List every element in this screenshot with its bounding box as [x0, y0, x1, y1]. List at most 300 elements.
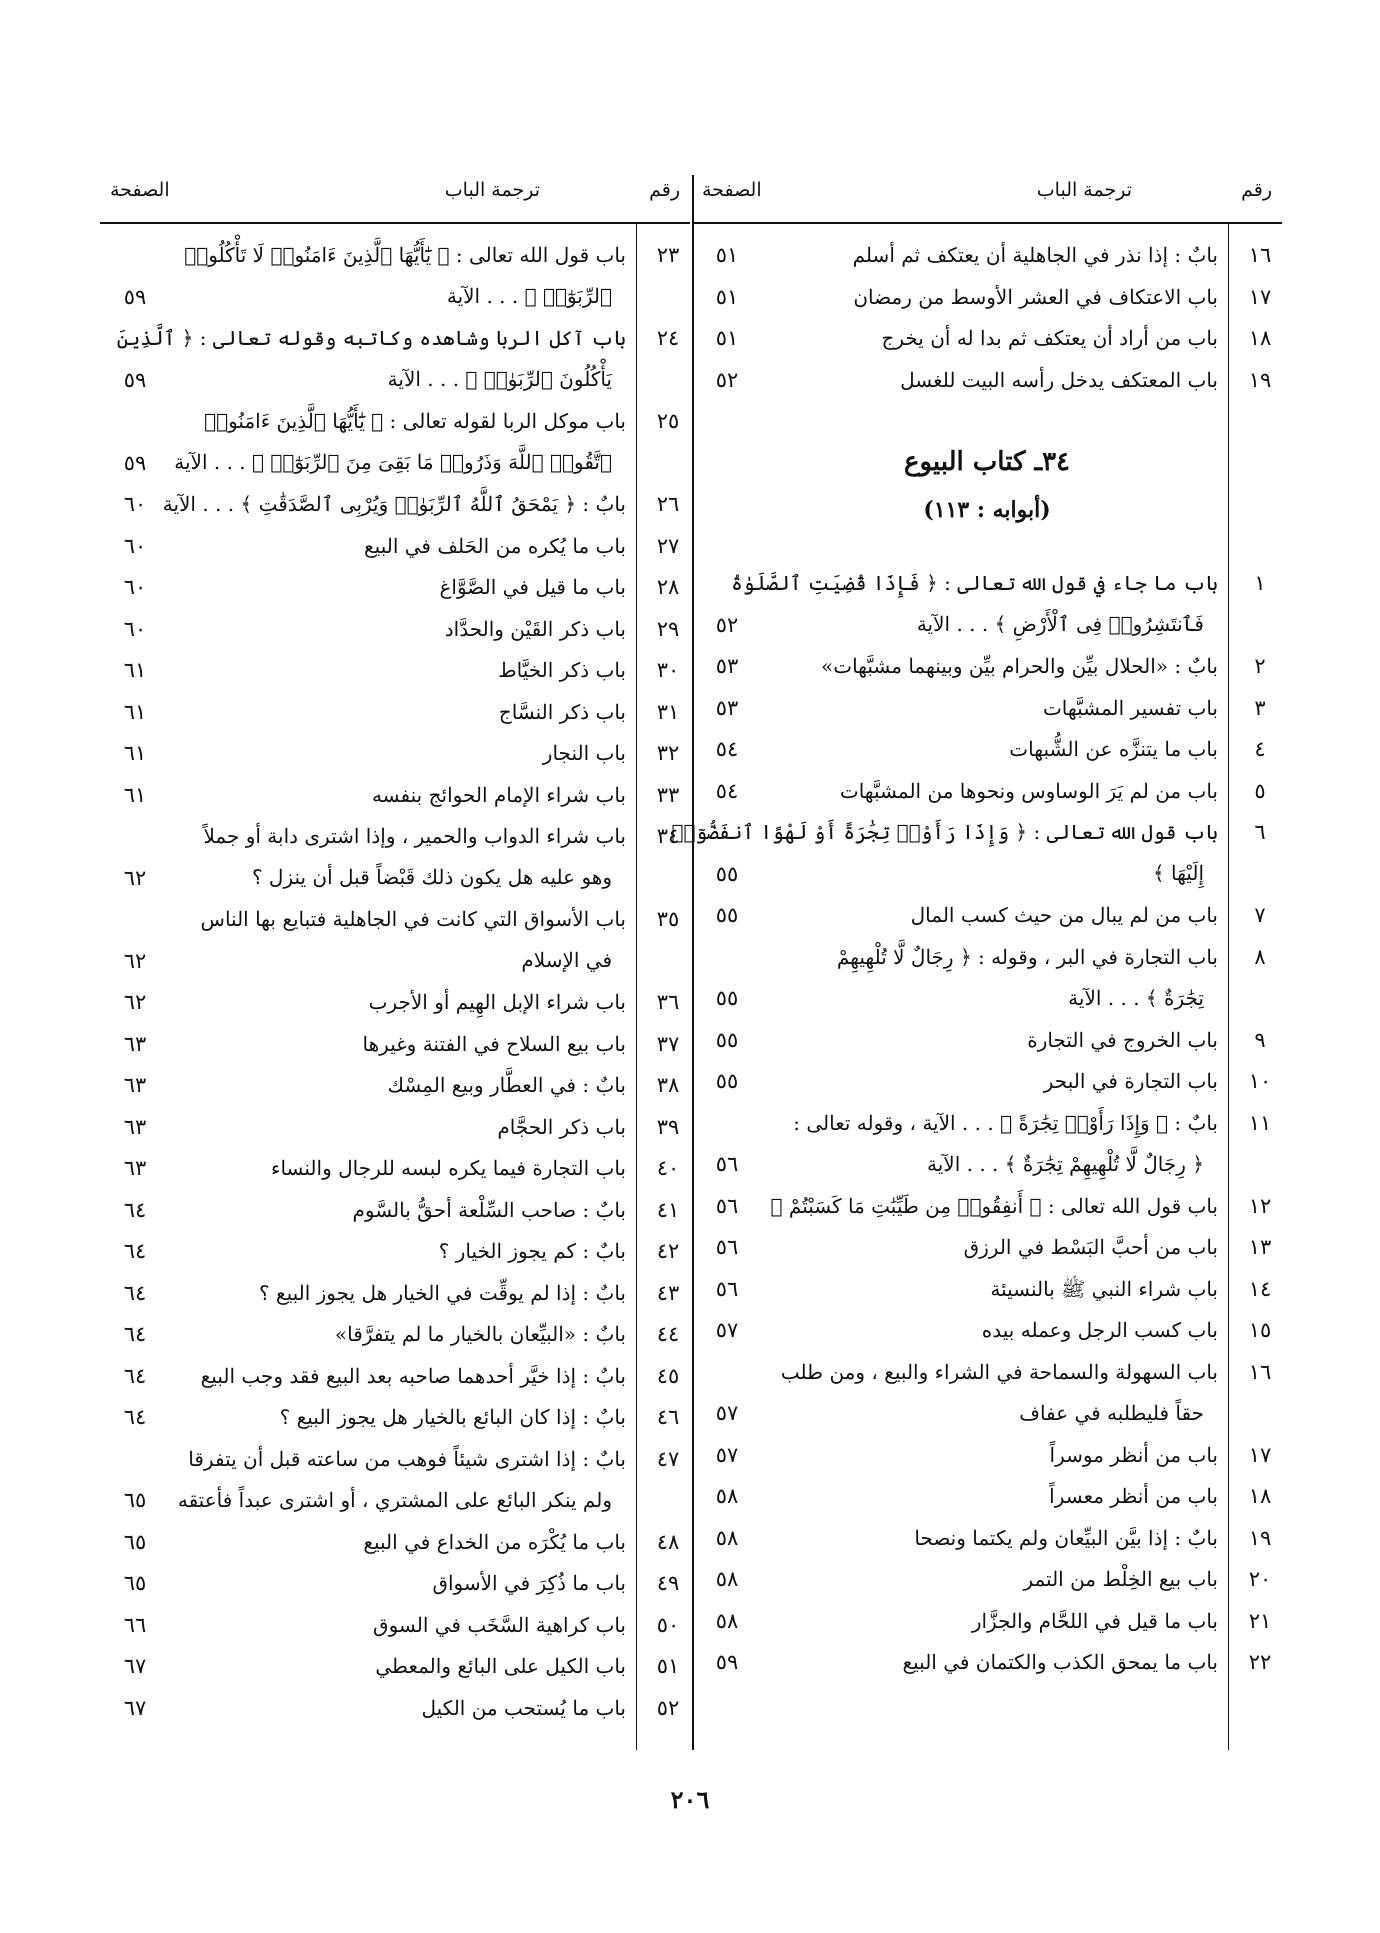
entry-page: ٦٧	[123, 1695, 147, 1720]
entry-title-line: باب الأسواق التي كانت في الجاهلية فتبايع بها الناس	[200, 907, 626, 931]
entry-title	[964, 1227, 1218, 1268]
index-entry	[692, 1310, 1282, 1352]
entry-title	[204, 816, 627, 898]
entry-page: ٥٨	[715, 1567, 739, 1591]
entry-title	[178, 1439, 626, 1521]
entry-title-line: بابٌ : إذا كان البائع بالخيار هل يجوز البيع ؟	[279, 1405, 626, 1429]
entry-title	[853, 277, 1218, 318]
entry-number: ٤٠	[656, 1156, 680, 1180]
index-entry	[100, 982, 690, 1024]
entry-number: ٣٣	[656, 782, 680, 807]
entry-title-line: باب الكيل على البائع والمعطي	[375, 1654, 626, 1678]
entry-number: ٤٩	[656, 1571, 680, 1595]
entry-page: ٦٥	[123, 1571, 147, 1595]
entry-title-line: باب موكل الربا لقوله تعالى : ﴿ يَٰٓأَيُّهَا ٱلَّذِينَ ءَامَنُوا۟	[204, 409, 626, 433]
entry-page: ٦٢	[123, 865, 147, 890]
entry-page: ٦٢	[123, 990, 147, 1014]
entry-title	[497, 1107, 626, 1148]
index-entry	[692, 318, 1282, 360]
entry-title-line: باب بيع الخِلْط من التمر	[1023, 1567, 1218, 1591]
index-entry	[100, 1356, 690, 1398]
entry-title	[421, 1688, 626, 1729]
entry-title-line: تِجَٰرَةٌ ﴾ . . . الآية	[1068, 985, 1204, 1010]
entry-title-line: بابٌ : صاحب السِّلْعة أحقُّ بالسَّوم	[352, 1197, 626, 1222]
header-chapter-title: ترجمة الباب	[1036, 179, 1132, 201]
entry-title-line: باب ذكر الخيَّاط	[498, 658, 626, 682]
entry-page: ٥٣	[715, 695, 739, 720]
entry-page: ٦٢	[123, 948, 147, 973]
entry-title	[335, 1314, 626, 1355]
entry-page: ٥٧	[715, 1318, 739, 1342]
entry-page: ٥٤	[715, 737, 739, 761]
right-number-rule	[1228, 222, 1229, 1750]
entry-title	[881, 318, 1218, 359]
entry-title-line: باب ما يُستحب من الكيل	[421, 1695, 626, 1720]
page-folio: ٢٠٦	[670, 1785, 710, 1814]
header-chapter-title: ترجمة الباب	[444, 179, 540, 201]
entry-title-line: باب ما يُكره من الحَلف في البيع	[364, 533, 626, 558]
entry-title	[972, 1601, 1218, 1642]
entry-title-line: يَأْكُلُونَ ٱلرِّبَوٰا۟ ﴾ . . . الآية	[387, 367, 612, 391]
index-entry	[100, 1605, 690, 1647]
entry-page: ٥٦	[715, 1235, 739, 1259]
index-entry	[100, 1107, 690, 1149]
entry-number: ٢٨	[656, 575, 680, 599]
entry-page: ٦٣	[123, 1156, 147, 1180]
entry-number: ٦	[1254, 820, 1266, 844]
entry-page: ٥٦	[715, 1152, 739, 1176]
entry-number: ٢٥	[656, 409, 680, 433]
entry-page: ٥٨	[715, 1608, 739, 1633]
entry-title-line: باب ما يتنزَّه عن الشُّبهات	[1009, 737, 1218, 761]
entry-number: ١٤	[1248, 1276, 1272, 1301]
entry-number: ٧	[1254, 903, 1266, 927]
entry-title-line: باب ذكر القَيْن والحدَّاد	[444, 616, 626, 641]
index-entry	[100, 1273, 690, 1315]
entry-title	[375, 1646, 626, 1687]
index-entry	[100, 484, 690, 526]
index-entry	[671, 812, 1282, 895]
index-entry	[100, 650, 690, 692]
entry-title-line: بابٌ : ﴿ يَمْحَقُ ٱللَّهُ ٱلرِّبَوٰا۟ وَيُرْبِى ٱلصَّدَقَٰتِ ﴾ . . . الآية	[162, 492, 626, 516]
index-entry	[692, 1476, 1282, 1518]
index-entry	[100, 1231, 690, 1273]
entry-page: ٥٢	[715, 367, 739, 392]
entry-title-line: بابٌ : «الحلال بيِّن والحرام بيِّن وبينهما مشبَّهات»	[821, 654, 1218, 678]
entry-title-line: بابٌ : ﴿ وَإِذَا رَأَوْا۟ تِجَٰرَةً ﴾ . . . الآية ، وقوله تعالى :	[793, 1110, 1218, 1135]
entry-title	[1044, 1061, 1218, 1102]
entry-number: ١٧	[1248, 1442, 1272, 1467]
entry-title	[373, 1605, 626, 1646]
index-entry	[100, 899, 690, 982]
index-entry	[100, 1646, 690, 1688]
entry-title	[363, 1522, 626, 1563]
entry-title	[201, 1356, 626, 1397]
entry-page: ٦٤	[123, 1405, 147, 1429]
entry-page: ٥١	[715, 243, 739, 267]
header-number: رقم	[649, 179, 680, 201]
entry-number: ٤	[1254, 737, 1266, 761]
entry-title-line: باب كراهية السَّخَب في السوق	[373, 1612, 626, 1637]
entry-title-line: باب شراء النبي ﷺ بالنسيئة	[990, 1276, 1218, 1301]
entry-number: ٨	[1254, 944, 1266, 969]
index-entry	[100, 609, 690, 651]
entry-title-line: إِلَيْهَا ﴾	[1152, 861, 1204, 885]
entry-number: ١٥	[1248, 1318, 1272, 1342]
entry-title	[259, 1273, 626, 1314]
entry-title	[840, 771, 1218, 812]
entry-page: ٦٣	[123, 1114, 147, 1139]
index-entry	[692, 1061, 1282, 1103]
entry-page: ٦٠	[123, 575, 147, 599]
index-entry	[100, 401, 690, 484]
index-entry	[692, 1227, 1282, 1269]
entry-number: ٤٧	[656, 1446, 680, 1471]
entry-title-line: باب كسب الرجل وعمله بيده	[981, 1318, 1218, 1342]
entry-title-line: باب السهولة والسماحة في الشراء والبيع ، ومن طلب	[780, 1359, 1218, 1384]
entry-title-line: باب ذكر النسَّاج	[498, 699, 626, 724]
entry-title-line: باب ما يمحق الكذب والكتمان في البيع	[902, 1650, 1218, 1674]
entry-title-line: باب تفسير المشبَّهات	[1042, 695, 1218, 720]
index-entry	[692, 277, 1282, 319]
entry-title	[364, 526, 626, 567]
entry-title	[499, 692, 626, 733]
entry-title	[498, 650, 626, 691]
entry-title	[353, 1190, 627, 1231]
index-entry	[100, 692, 690, 734]
left-rows	[100, 235, 690, 1729]
entry-number: ١	[1254, 571, 1266, 595]
entry-page: ٥٦	[715, 1276, 739, 1301]
entry-number: ١٩	[1248, 367, 1272, 392]
entry-number: ١٦	[1248, 243, 1272, 267]
header-page: الصفحة	[702, 179, 762, 201]
entry-page: ٦٧	[123, 1654, 147, 1678]
entry-page: ٥٥	[715, 861, 739, 886]
index-entry	[692, 1435, 1282, 1477]
entry-title-line: باب قول الله تعالى : ﴿ أَنفِقُوا۟ مِن طَيِّبَٰتِ مَا كَسَبْتُمْ ﴾	[770, 1193, 1218, 1218]
entry-page: ٦٠	[123, 533, 147, 558]
entry-number: ٢٧	[656, 533, 680, 558]
entry-page: ٦١	[123, 658, 147, 682]
entry-page: ٥٢	[715, 612, 739, 637]
index-entry	[100, 318, 690, 401]
entry-title-line: بابٌ : «البيِّعان بالخيار ما لم يتفرَّقا»	[334, 1322, 626, 1346]
index-entry	[692, 1186, 1282, 1228]
right-rows-top	[692, 235, 1282, 401]
index-entry	[100, 1397, 690, 1439]
entry-number: ٥٢	[656, 1695, 680, 1720]
entry-page: ٦٠	[123, 492, 147, 516]
entry-page: ٦١	[123, 699, 147, 724]
entry-number: ٢٦	[656, 492, 680, 516]
entry-title	[432, 1563, 626, 1604]
entry-number: ٢١	[1248, 1608, 1272, 1633]
entry-title-line: ٱلرِّبَوٰٓا۟ ﴾ . . . الآية	[446, 284, 612, 308]
entry-number: ٤٨	[656, 1529, 680, 1554]
entry-title	[821, 646, 1218, 687]
entry-title-line: باب من أنظر موسراً	[1049, 1442, 1218, 1467]
index-entry	[100, 1314, 690, 1356]
index-entry	[692, 1559, 1282, 1601]
index-entry	[692, 360, 1282, 402]
index-entry	[100, 1439, 690, 1522]
index-entry	[692, 1518, 1282, 1560]
entry-title-line: باب بيع السلاح في الفتنة وغيرها	[362, 1031, 626, 1056]
entry-title	[174, 401, 626, 483]
entry-title-line: باب ذكر الحجَّام	[497, 1114, 626, 1139]
entry-title	[982, 1310, 1218, 1351]
index-entry	[692, 1352, 1282, 1435]
index-entry	[100, 567, 690, 609]
entry-number: ٢٩	[656, 616, 680, 641]
entry-page: ٦٥	[123, 1488, 147, 1512]
entry-page: ٥٥	[715, 1027, 739, 1052]
index-entry	[100, 775, 690, 817]
header-rule	[692, 222, 1282, 224]
entry-title	[1027, 1020, 1218, 1061]
entry-page: ٥٤	[715, 778, 739, 803]
entry-number: ٥١	[656, 1654, 680, 1678]
entry-title	[201, 899, 626, 981]
entry-number: ١٨	[1248, 1484, 1272, 1508]
index-entry	[100, 1148, 690, 1190]
entry-title	[439, 567, 626, 608]
index-entry	[692, 1103, 1282, 1186]
entry-page: ٦٤	[123, 1197, 147, 1222]
entry-title	[781, 1352, 1218, 1434]
index-entry	[100, 1563, 690, 1605]
entry-title-line: فَٱنتَشِرُوا۟ فِى ٱلْأَرْضِ ﴾ . . . الآية	[916, 612, 1204, 636]
entry-page: ٥٥	[715, 903, 739, 927]
entry-page: ٥٩	[123, 367, 147, 392]
entry-title	[853, 235, 1218, 276]
index-entry	[100, 1024, 690, 1066]
entry-page: ٥٦	[715, 1193, 739, 1218]
index-entry	[692, 771, 1282, 813]
entry-title-line: باب التجارة في البر ، وقوله : ﴿ رِجَالٌ لَّا تُلْهِيهِمْ	[836, 944, 1218, 969]
entry-number: ٢٢	[1248, 1650, 1272, 1674]
entry-number: ١٢	[1248, 1193, 1272, 1218]
entry-title-line: باب شراء الإبل الهِيم أو الأجرب	[368, 990, 626, 1014]
entry-title-line: باب ما ذُكِرَ في الأسواق	[432, 1571, 626, 1595]
entry-title	[1050, 1435, 1218, 1476]
index-entry	[100, 733, 690, 775]
entry-page: ٦٣	[123, 1031, 147, 1056]
entry-title-line: باب من لم يَرَ الوساوس ونحوها من المشبَّهات	[839, 778, 1218, 803]
index-entry	[100, 526, 690, 568]
entry-title-line: بابٌ : إذا نذر في الجاهلية أن يعتكف ثم أسلم	[852, 243, 1218, 267]
entry-number: ٩	[1254, 1027, 1266, 1052]
entry-page: ٥٩	[123, 450, 147, 475]
entry-number: ٣٥	[656, 907, 680, 931]
entry-number: ١٩	[1248, 1525, 1272, 1550]
entry-page: ٥١	[715, 284, 739, 309]
entry-title-line: باب قول الله تعالى : ﴿ وَإِذَا رَأَوْا۟ تِجَٰرَةً أَوْ لَهْوًا ٱنفَضُّوٓا۟	[671, 820, 1218, 844]
entry-title-line: بابٌ : إذا اشترى شيئاً فوهب من ساعته قبل أن يتفرقا	[188, 1446, 626, 1471]
entry-title	[900, 360, 1218, 401]
entry-number: ٣٧	[656, 1031, 680, 1056]
entry-title-line: بابٌ : إذا بيَّن البيِّعان ولم يكتما ونصحا	[914, 1525, 1218, 1550]
index-entry	[100, 1190, 690, 1232]
index-entry	[692, 235, 1282, 277]
entry-title	[911, 895, 1218, 936]
entry-number: ٣٨	[656, 1073, 680, 1097]
entry-number: ٢	[1254, 654, 1266, 678]
entry-number: ١٠	[1248, 1069, 1272, 1093]
entry-title-line: بابٌ : إذا لم يوقِّت في الخيار هل يجوز البيع ؟	[258, 1280, 626, 1305]
entry-title-line: في الإسلام	[521, 948, 612, 972]
entry-title	[387, 1065, 626, 1106]
entry-number: ٣٢	[656, 741, 680, 765]
entry-number: ٤١	[656, 1197, 680, 1222]
entry-number: ٢٣	[656, 243, 680, 267]
entry-title-line: بابٌ : كم يجوز الخيار ؟	[438, 1239, 626, 1263]
entry-title-line: باب من أراد أن يعتكف ثم بدا له أن يخرج	[881, 326, 1218, 350]
header-number: رقم	[1241, 179, 1272, 201]
entry-title	[445, 609, 626, 650]
entry-title-line: باب الاعتكاف في العشر الأوسط من رمضان	[853, 284, 1218, 309]
entry-page: ٥٨	[715, 1525, 739, 1550]
left-column-header	[100, 175, 690, 219]
entry-number: ٤٥	[656, 1363, 680, 1388]
entry-title	[1049, 1476, 1218, 1517]
index-entry	[692, 563, 1282, 646]
entry-title-line: باب ما قيل في اللحَّام والجزَّار	[971, 1608, 1218, 1633]
entry-number: ٣١	[656, 699, 680, 724]
entry-title-line: باب من أنظر معسراً	[1049, 1484, 1218, 1508]
entry-title	[990, 1269, 1218, 1310]
index-entry	[692, 1642, 1282, 1684]
section-subtitle: (أبوابه : ١١٣)	[923, 497, 1051, 523]
entry-title-line: باب التجارة في البحر	[1043, 1069, 1218, 1093]
entry-page: ٥١	[715, 326, 739, 350]
entry-title-line: باب آكل الربا وشاهده وكاتبه وقوله تعالى : ﴿ ٱلَّذِينَ	[116, 326, 626, 350]
entry-title-line: بابٌ : إذا خيَّر أحدهما صاحبه بعد البيع فقد وجب البيع	[200, 1363, 626, 1388]
entry-title	[731, 563, 1218, 645]
entry-title	[837, 937, 1218, 1019]
index-entry	[100, 816, 690, 899]
entry-title-line: حقاً فليطلبه في عفاف	[1019, 1400, 1204, 1425]
entry-title	[271, 1148, 626, 1189]
entry-page: ٦٣	[123, 1073, 147, 1097]
entry-title-line: ٱتَّقُوا۟ ٱللَّهَ وَذَرُوا۟ مَا بَقِىَ مِنَ ٱلرِّبَوٰٓا۟ ﴾ . . . الآية	[174, 450, 612, 474]
entry-number: ٢٠	[1248, 1567, 1272, 1591]
entry-title	[914, 1518, 1218, 1559]
index-entry	[692, 895, 1282, 937]
entry-page: ٦٤	[123, 1322, 147, 1346]
entry-number: ١١	[1248, 1110, 1272, 1135]
right-rows-bottom	[671, 563, 1282, 1684]
entry-number: ٢٤	[656, 326, 680, 350]
entry-title-line: باب شراء الإمام الحوائج بنفسه	[371, 782, 626, 807]
entry-number: ٥	[1254, 778, 1266, 803]
index-entry	[100, 1065, 690, 1107]
index-entry	[692, 729, 1282, 771]
entry-title	[163, 484, 626, 525]
entry-title-line: باب من أحبَّ البَسْط في الرزق	[963, 1235, 1218, 1259]
entry-title	[117, 318, 626, 400]
entry-title	[363, 1024, 626, 1065]
entry-page: ٥٥	[715, 1069, 739, 1093]
entry-title-line: بابٌ : في العطَّار وبيع المِسْك	[387, 1073, 626, 1097]
entry-page: ٦٥	[123, 1529, 147, 1554]
entry-number: ٤٣	[656, 1280, 680, 1305]
entry-page: ٥٩	[123, 284, 147, 309]
entry-number: ٤٤	[656, 1322, 680, 1346]
entry-title-line: باب قول الله تعالى : ﴿ يَٰٓأَيُّهَا ٱلَّذِينَ ءَامَنُوا۟ لَا تَأْكُلُوا۟	[184, 243, 626, 267]
entry-page: ٦١	[123, 741, 147, 765]
entry-title-line: باب ما قيل في الصَّوَّاغ	[439, 575, 626, 599]
entry-title	[280, 1397, 626, 1438]
entry-title	[369, 982, 626, 1023]
entry-title	[184, 235, 626, 317]
entry-title-line: ﴿ رِجَالٌ لَّا تُلْهِيهِمْ تِجَٰرَةٌ ﴾ . . . الآية	[927, 1151, 1204, 1176]
index-entry	[100, 235, 690, 318]
entry-title	[372, 775, 626, 816]
entry-title-line: باب ما يُكْرَه من الخداع في البيع	[363, 1529, 626, 1554]
entry-page: ٦٤	[123, 1239, 147, 1263]
section-title: ٣٤ـ كتاب البيوع	[903, 447, 1071, 477]
left-number-rule	[636, 222, 637, 1750]
index-entry	[692, 1020, 1282, 1062]
entry-title-line: باب النجار	[542, 741, 626, 765]
index-entry	[692, 646, 1282, 688]
entry-number: ٣٩	[656, 1114, 680, 1139]
entry-number: ١٣	[1248, 1235, 1272, 1259]
entry-page: ٥٥	[715, 986, 739, 1010]
entry-page: ٦٦	[123, 1612, 147, 1637]
entry-number: ٣	[1254, 695, 1266, 720]
entry-number: ١٧	[1248, 284, 1272, 309]
entry-number: ٤٢	[656, 1239, 680, 1263]
entry-title	[543, 733, 626, 774]
entry-title-line: ولم ينكر البائع على المشتري ، أو اشترى عبداً فأعتقه	[177, 1487, 612, 1512]
entry-page: ٦٤	[123, 1280, 147, 1305]
column-divider	[692, 175, 694, 1750]
entry-page: ٦٤	[123, 1363, 147, 1388]
entry-title	[771, 1186, 1218, 1227]
entry-title	[1023, 1559, 1218, 1600]
entry-title-line: باب التجارة فيما يكره لبسه للرجال والنساء	[271, 1156, 626, 1180]
entry-title	[1043, 688, 1218, 729]
index-entry	[692, 937, 1282, 1020]
entry-page: ٦١	[123, 782, 147, 807]
entry-number: ٣٠	[656, 658, 680, 682]
index-entry	[692, 688, 1282, 730]
entry-number: ٤٦	[656, 1405, 680, 1429]
index-entry	[100, 1522, 690, 1564]
entry-title	[793, 1103, 1218, 1185]
entry-number: ٣٤	[656, 824, 680, 848]
entry-title-line: باب المعتكف يدخل رأسه البيت للغسل	[900, 367, 1218, 392]
index-entry	[100, 1688, 690, 1730]
entry-number: ٣٦	[656, 990, 680, 1014]
entry-page: ٥٧	[715, 1401, 739, 1425]
entry-title	[902, 1642, 1218, 1683]
entry-page: ٥٧	[715, 1442, 739, 1467]
entry-title	[1009, 729, 1218, 770]
entry-page: ٥٣	[715, 654, 739, 678]
entry-page: ٥٩	[715, 1650, 739, 1674]
entry-title-line: وهو عليه هل يكون ذلك قَبْضاً قبل أن ينزل ؟	[251, 865, 612, 889]
entry-number: ١٦	[1248, 1359, 1272, 1384]
index-entry	[692, 1601, 1282, 1643]
entry-page: ٦٠	[123, 616, 147, 641]
entry-page: ٥٨	[715, 1484, 739, 1508]
entry-title-line: باب شراء الدواب والحمير ، وإذا اشترى دابة أو جملاً	[203, 824, 626, 848]
entry-number: ٥٠	[656, 1612, 680, 1637]
